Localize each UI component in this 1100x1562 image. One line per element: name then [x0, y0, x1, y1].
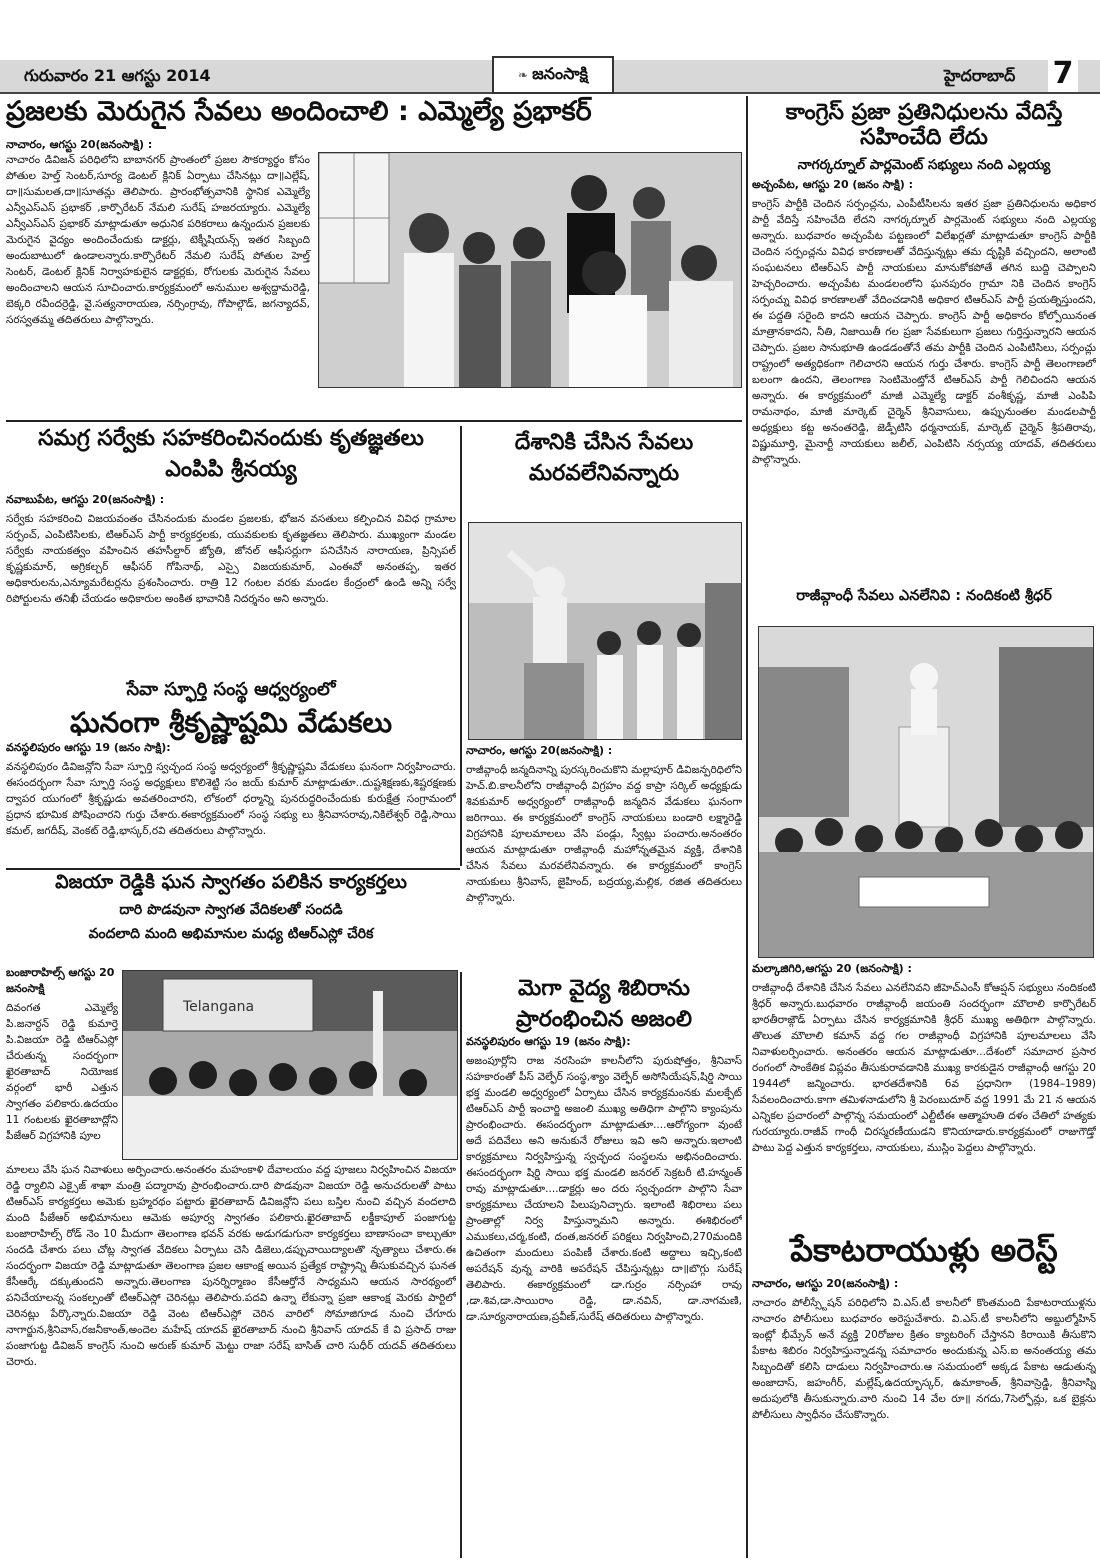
- edition-city: హైదరాబాద్: [944, 66, 1016, 85]
- story-dateline: వనస్థలిపురం ఆగస్టు 19 (జనం సాక్షి):: [6, 740, 171, 754]
- story-headline-line2: ప్రారంభించిన అజంలి: [516, 1007, 692, 1033]
- story-rajiv-services: [466, 430, 742, 516]
- story-subhead-1: దారి పొడవునా స్వాగత వేదికలతో సందడి: [119, 901, 343, 918]
- story-body: నాచారం డివిజన్ పరిధిలోని బాబానగర్ ప్రాంతంలో ప్రజల సౌకర్యార్థం కోసం పోతుల హెల్త్ సెంటర్,సూర్య డెంటల్ క్లినిక్ ఏర్పాటు చేసినట్లు దా॥ఎల్లేష్, దా॥సుమలత,దా॥సూతన్లు తెలిపారు. ప్రారంభోత్సవానికి స్థానిక ఎమ్మెల్యే ఎన్వీఎస్ఎస్ ప్రభాకర్ ,కార్పొరేటర్ నేమలి సురేష్ హజరయ్యారు. ఎమ్మెల్యే ఎన్వీఎస్ఎస్ ప్రభాకర్ మాట్లాడుతూ అధునిక పరికరాలు ఉన్నందున ప్రజలకు మెరుగైన వైద్యం అందించేందుకు డాక్టర్లు, టెక్నీషియన్స్ ఇతర సిబ్బంది అందుబాటులో ఉండాలన్నారు.కార్పొరేటర్ నేమలి సురేష్ పోతుల హెల్త్ సెంటర్, డెంటల్ క్లినిక్ నిర్వాహకులైన డాక్టర్లకు, రోగులకు మెరుగైన సేవలు అందించాలని ఆయన సూచించారు.కార్యక్రమంలో అనుముల అశ్వద్దామరెడ్డి, బెక్కరి రవీందర్రెడ్డి, వై.సత్యనారాయణ, నర్సింగ్రావు, గోపాల్గౌడ్, జగన్యాదవ్, సరస్వతమ్మ తదితరులు పాల్గొన్నారు.: [6, 154, 310, 326]
- story-dateline: నవాబుపేట, ఆగస్టు 20(జనంసాక్షి) :: [6, 492, 165, 506]
- story-headline-line2: ఎంపిపి శ్రీనయ్య: [165, 457, 297, 483]
- story-vijaya-reddy: [6, 872, 456, 962]
- people-at-clinic-image: [319, 153, 741, 387]
- story-dateline: అచ్చంపేట, ఆగస్టు 20 (జనం సాక్షి) :: [752, 177, 913, 191]
- story-body: రాజీవ్గాంధీ దేశానికి చేసిన సేవలు ఎనలేనివని జీహెచ్ఎంసీ కోఆప్షన్ సభ్యులు నందికంటి శ్రీధర్ అన్నారు.బుధవారం రాజీవ్గాంధీ జయంతి సందర్భంగా మౌలాలి కార్పొరేటర్ భారతీరాజ్గౌడ్ ఏర్పాటు చేసిన కార్యక్రమానికి శ్రీధర్ ముఖ్య అతిథిగా పాల్గొన్నారు. తొలుత మౌలాలి కమాన్ వద్ద గల రాజీవ్గాంధీ విగ్రహానికి పూలమాలలు వేసి నివాళులర్పించారు. అనంతరం ఆయన మాట్లాడుతూ...దేశంలో సమాచార ప్రసార రంగంలో సాంకేతిక విప్లవం తీసుకురావడానికి ముఖ్య కారకుడైన రాజీవ్గాంధీ ఆగస్టు 20 1944లో జన్మించారు. భారతదేశానికి 6వ ప్రధానిగా (1984–1989) సేవలందించారు.కాగా తమిళనాడులోని శ్రీ పెరంబుదూర్ వద్ద 1991 మే 21 న ఆయన ఎన్నికల ప్రచారంలో పాల్గొన్న సమయంలో ఎల్టీటీఈ ఆత్మాహుతి దళం చేతిలో హత్యకు గురయ్యారు.రాజీవ్ గాంధీ చిరస్మరణీయుడని కొనియాడారు.కార్యక్రమంలో రాజుగౌడ్తో పాటు పెద్ద ఎత్తున కార్యకర్తలు, నాయకులు, ముస్లిం పెద్దలు పాల్గొన్నారు.: [752, 982, 1096, 1154]
- story-headline: విజయా రెడ్డికి ఘన స్వాగతం పలికిన కార్యకర్తలు: [55, 872, 407, 893]
- page-number: 7: [1048, 56, 1078, 92]
- newspaper-logo: [492, 56, 614, 94]
- story-body: నాచారం పోలీస్స్టేషన్ పరిధిలోని వి.ఎస్.టీ కాలనీలో కొంతమంది పేకాటరాయుళ్లను నాచారం పోలీసులు బుధవారం అరెస్టుచేశారు. వి.ఎస్.టీ కాలనీలోని అబ్దుల్మోహిన్ ఇంట్లో భీమ్సేన్ అనే వ్యక్తి 20రోజుల క్రితం క్యాటరింగ్ చేస్తానని కిరాయికి తీసుకొని పేకాట శిబిరం నిర్వహిస్తున్నాడన్న సమాచారం అందుకున్న ఎస్.ఐ అనంతయ్య తమ సిబ్బందితో కలిసి దాడులు నిర్వహించారు.ఆ సమయంలో అక్కడ పేకాట ఆడుతున్న అంజాదాస్, జహంగీర్, మల్లేష్,ఉదయ్భాస్కర్, ఉమాకాంత్, శ్రీనివాస్రెడ్డి, శ్రీనివాస్ని అదుపులోకి తీసుకున్నారు.వారి నుంచి 14 వేల రూ॥ నగదు,7సెల్ఫోన్లు, ఒక బైక్లను పోలీసులు స్వాధీనం చేసుకొన్నారు.: [752, 1296, 1096, 1421]
- clinic-inauguration-photo: [318, 152, 742, 388]
- issue-date: గురువారం 21 ఆగస్టు 2014: [24, 66, 211, 85]
- column-divider: [460, 426, 462, 866]
- story-congress-representatives: [752, 100, 1096, 584]
- story-body: రాజీవ్గాంధీ జన్మదినాన్ని పురస్కరించుకొని మల్లాపూర్ డివిజన్పరిధిలోని హెచ్.బి.కాలనీలోని రాజీవ్గాంధీ విగ్రహం వద్ద కాప్రా సర్కిల్ అధ్యక్షుడు శివకుమార్ అధ్వర్యంలో రాజీవ్గాంధీ జన్మదిన వేడుకలు ఘనంగా జరిగాయి. ఈ కార్యక్రమంలో కాంగ్రెస్ నాయకులు బండారి లక్ష్మారెడ్డి విగ్రహానికి పూలమాలలు వేసి పండ్లు, స్వీట్లు పంచారు.అనంతరం ఆయన మాట్లాడుతూ రాజీవ్గాంధీ మహోన్నతమైన వ్యక్తి, దేశానికి చేసిన సేవలు మరవలేనివన్నారు. ఈ కార్యక్రమంలో కాంగ్రెస్ నాయకులు శ్రీనివాస్, జైహింద్, బద్రయ్య,మల్లిక, రజిత తదితరులు పాల్గొన్నారు.: [466, 764, 742, 904]
- story-headline: కాంగ్రెస్ ప్రజా ప్రతినిధులను వేదిస్తే సహించేది లేదు: [785, 100, 1063, 151]
- banner-text: Telangana: [183, 999, 255, 1015]
- logo-emblem-icon: ❧: [518, 68, 529, 82]
- story-body: సర్వేకు సహకరించి విజయవంతం చేసినందుకు మండల ప్రజలకు, భోజన వసతులు కల్పించిన వివిధ గ్రామాల సర్పంచ్, ఎంపిటిసిలకు, టిఆర్ఎస్ పార్టీ కార్యకర్తలకు, యువకులకు కృతజ్ఞతలు తెలిపారు. ముఖ్యంగా మండల సర్వేకు నాయకత్వం వహించిన తహసీల్దార్ జ్యోతి, జోనల్ ఆఫీసర్లుగా పనిచేసిన నారాయణ, ప్రిన్సిపల్ కృష్ణకుమార్, అగ్రికల్చర్ ఆఫీసర్ గోపినాథ్, ఎస్సై విజయకుమార్, ఎంఈవో అనంతప్ప, ఇతర అధికారులను,ఎన్యూమరేటర్లను ప్రశంసించారు. రాత్రి 12 గంటల వరకు మండల కేంద్రంలో ఉండి అన్ని సర్వే రిపోర్టులను తనిఖీ చేయడం అధికారుల అంకిత భావానికి నిదర్శనం అని అన్నారు.: [6, 512, 456, 605]
- rally-crowd-image: [123, 971, 457, 1159]
- story-dateline: బంజారాహిల్స్ ఆగస్టు 20 జనంసాక్షి: [6, 966, 115, 995]
- story-headline: పేకాటరాయుళ్లు అరెస్ట్: [790, 1232, 1058, 1269]
- story-dateline: మల్కాజిగిరి,ఆగస్టు 20 (జనంసాక్షి) :: [752, 962, 912, 975]
- story-gamblers-arrest: [752, 1232, 1096, 1558]
- section-divider: [6, 420, 742, 422]
- story-subhead: నాగర్కర్నూల్ పార్లమెంట్ సభ్యులు నంది ఎల్లయ్య: [797, 156, 1051, 173]
- story-vijaya-reddy-text: [6, 1162, 456, 1558]
- story-dateline: నాచారం, ఆగస్టు 20(జనంసాక్షి) :: [6, 138, 153, 151]
- story-body: కాంగ్రెస్ పార్టీకి చెందిన సర్పంచ్లను, ఎంపీటీసిలను ఇతర ప్రజా ప్రతినిధులను అధికార పార్టీ వేదిస్తే సహించేది లేదని నాగర్కర్నూల్ పార్లమెంట్ సభ్యులు నంది ఎల్లయ్య అన్నారు. బుధవారం అచ్చంపేట పట్టణంలో విలేఖర్లతో మాట్లాడుతూ కాంగ్రెస్ పార్టీకి చెందిన సర్పంచ్లను వివిధ కారణాలతో వేదిస్తున్నట్లు తమ దృష్టికి వచ్చిందని, అలాంటి సంఘటనలు టిఆర్ఎస్ పార్టీ నాయకులు మానుకోకపోతే తగిన బుద్ది చెప్పాలని హెచ్చరించారు. అచ్చంపేట మండలంలోని ఘనపురం గ్రామా నికి చెందిన కాంగ్రెస్ సర్పంచ్ను వివిధ కారణాలతో వేదించడానికి అధికార టిఆర్ఎస్ పార్టీ ప్రయత్నిస్తుందని, ఈ పద్దతి సరైంది కాదని ఆయన చెప్పారు. కాంగ్రెస్ పార్టీ అధికారం కోల్పోయినంత మాత్రానకాదని, నీతి, నిజాయితీ గల ప్రజా సేవకులుగా ప్రజలు గుర్తిస్తున్నారని ఆయన చెప్పారు. ప్రజల సానుభూతి ఉండడంతోనే తమ పార్టీకి చెందిన ఎంపిటిసిలు, సర్పంచ్లు రాష్ట్రంలో అత్యధికంగా గెలిచారని ఆయన గుర్తు చేశారు. కాంగ్రెస్ పార్టీ తెలంగాణలో బలంగా ఉందని, తెలంగాణ సెంటిమెంట్తోనే టిఆర్ఎస్ పార్టీ గెలిచిందని ఆయన అన్నారు. ఈ కార్యక్రమంలో మాజీ ఎమ్మెల్యే డాక్టర్ వంశీకృష్ణ, మాజీ ఎంపిపి రామనాథం, మాజీ మార్కెట్ చైర్మెన్ శ్రీనివాసులు, ఉప్పునుంతల మండలపార్టీ అధ్యక్షులు కట్ట అనంతరెడ్డి, జెడ్పీటిసి ధర్మనాయక్, మార్కెట్ చైర్మెన్ శ్రీపతిరావు, విష్ణుమూర్తి, మైనార్టీ నాయకులు జలీల్, ఎంపిటిసి నర్సయ్య యాదవ్, తదితరులు పాల్గొన్నారు.: [752, 197, 1096, 466]
- crowd-at-statue-image: [759, 627, 1093, 957]
- story-subhead-2: వందలాది మంది అభిమానుల మధ్య టిఆర్ఎస్లో చేరిక: [88, 925, 374, 942]
- section-divider: [6, 868, 460, 870]
- story-body: అజంపూర్లోని రాజ నరసింహ కాలనీలోని పురుషోత్తం, శ్రీనివాస్ సహకారంతో పీస్ వెల్ఫేర్ సంస్థ,శ్యాం వెల్ఫేర్ అసోసియేషన్,షిర్డి సాయి భక్త మండలి అధ్వర్యంలో ఏర్పాటు చేసిన కార్యక్రమంనకు మలక్పేట్ టిఆర్ఎస్ పార్టీ ఇంచార్జి అజంలి ముఖ్య అతిధిగా పాల్గొని క్యాంపును ప్రారంభించారు. ఈసందర్భంగా మాట్లాడుతూ....ఆరోగ్యంగా వుంటే అదే పదివేలు అని అనుకునే రోజులు ఇవి అని అన్నారు.ఇలాంటి కార్యక్రమాలు నిర్వహిస్తున్న స్వచ్ఛంద సంస్థలను అభినందించారు. ఈసందర్భంగా షిర్డి సాయి భక్త మండలి జనరల్ సెక్రటరీ టి.హన్మంత్ రావు మాట్లాడుతూ....డాక్టర్లు అం దరు స్వచ్ఛందగా పాల్గొని సేవా కార్యక్రమాలు చేయాలని పిలుపునిచ్చారు. ఇలాంటి శిభిరాలు పలు ప్రాంతాల్లో నిర్వ హిస్తున్నామని అన్నారు. ఈశిభిరంలో ఎముకలు,చర్మ,కంటి, దంత,జనరల్ పరిక్షలు నిర్వహించి,270మందికి ఉచితంగా మందులు పంపిణీ చేశారు.కంటి అద్దాలు ఇచ్చి,కంటి అపరేషన్ వున్న వారికి అపరేషన్ చేపిస్తున్నట్లు దా॥బొగ్గు సురేష్ తెలిపారు. ఈకార్యక్రమంలో డా.గుర్రం నర్సింహా రావు ,డా.శివ,డా.సాయిరాం రెడ్డి, డా.నవిన్, డా.నాగమణి, డా.సూర్యనారాయణ,ప్రవీణ్,సురేష్ తదితరులు పాల్గొన్నారు.: [466, 1054, 742, 1323]
- column-divider: [746, 96, 748, 1558]
- column-divider: [460, 972, 462, 1558]
- rally-photo: [122, 970, 458, 1160]
- story-headline: ఘనంగా శ్రీకృష్ణాష్టమి వేడుకలు: [69, 705, 393, 739]
- story-dateline: నాచారం, ఆగస్టు 20(జనంసాక్షి) :: [752, 1276, 899, 1290]
- story-vijaya-reddy-side: [6, 964, 118, 1160]
- story-headline-line1: మెగా వైద్య శిబిరాను: [517, 976, 690, 1001]
- story-headline-line1: సమగ్ర సర్వేకు సహకరించినందుకు కృతజ్ఞతలు: [38, 426, 424, 451]
- story-headline: ప్రజలకు మెరుగైన సేవలు అందించాలి : ఎమ్మెల్యే ప్రభాకర్: [6, 96, 592, 127]
- masthead: [0, 52, 1100, 94]
- story-krishnashtami: [6, 680, 456, 866]
- story-headline: రాజీవ్గాంధీ సేవలు ఎనలేనివి : నందికంటి శ్రీధర్: [796, 588, 1052, 604]
- statue-and-leaders-image: [469, 523, 741, 739]
- story-rajiv-sridhar-text: [752, 960, 1096, 1230]
- story-rajiv-services-text: [466, 742, 742, 970]
- story-dateline: నాచారం, ఆగస్టు 20(జనంసాక్షి) :: [466, 744, 613, 757]
- story-dateline: వనస్థలిపురం ఆగస్టు 19 (జనం సాక్షి):: [466, 1034, 631, 1048]
- story-kicker: సేవా స్ఫూర్తి సంస్థ ఆధ్వర్యంలో: [126, 680, 336, 700]
- story-survey-thanks: [6, 426, 456, 676]
- logo-text: జనంసాక్షి: [532, 63, 588, 83]
- story-body: మాలలు వేసి ఘన నివాళులు అర్పించారు.అనంతరం మహంకాళి దేవాలయం వద్ద పూజలు నిర్వహించిన విజయా రెడ్డి ర్యాలిని ఎక్సైజ్ శాఖా మంత్రి పద్మారావు ప్రారంభించారు.దారి పొడవునా విజయా రెడ్డి అనుచరులతో పాటు టిఆర్ఎస్ కార్యకర్తలు అమెకు బ్రహ్మరథం పట్టారు ఖైరతాబాద్ డివిజన్లోని పలు బస్తిల నుంచి వచ్చిన వందలాది మంది పీజేఆర్ అభిమానులు ఆమెకు అపూర్వ స్వాగతం పలికారు.ఖైరతాబాద్ లక్డీకాపూల్ పంజాగుట్ట బంజారాహిల్స్ రోడ్ నెం 10 మీదుగా తెలంగాణ భవన్ వరకు అడుగడుగునా కార్యకర్తలు బాణాసంచా కాల్చుతూ సందడి చేశారు పలు చోట్ల స్వాగత వేదికలు ఏర్పాటు చెసి డిజెలు,డప్పువాయిద్యాలతొ నృత్యాలు చేశారు.ఈ సందర్భంగా విజయా రెడ్డి మాట్లాడుతూ తెలంగాణ ప్రజల ఆకాంక్ష అయిన ప్రత్యేక రాష్ట్రాన్ని తీసుకువచ్చిన ఘనత కేసీఆర్కే దక్కుతుందని అన్నారు.తెలంగాణ పునర్నిర్మాణం కేసీఆర్తోనే సాధ్యమని ఆయన సారథ్యంలో పనిచేయాలన్న సంకల్పంతో టిఆర్ఎస్లో చెరినట్లు తెలిపారు.పదవి ఉన్నా లేకున్నా ప్రజా ఆకాంక్ష మెరకు పార్టిలో చెరినట్లు పేర్కొన్నారు.విజయా రెడ్డి వెంట టిఆర్ఎస్లో చెరిన వారిలో సోమాజిగూడ నుంచి చేగూరు నాగార్జున,శ్రీనివాస్,రజనీకాంత్,అందెల మహేష్ యాదవ్ ఖైరతాబాద్ నుంచి శ్రీనివాస్ యాదవ్ కే వి ప్రసాద్ రాజు పంజాగుట్ట డివిజన్ కాంగ్రెస్ నుంచి అరుణ్ కుమార్ మెట్టు రాజా సరేష్ బాసిత్ చారి సుధీర్ యదవ్ తదితరులు చెరారు.: [6, 1164, 456, 1368]
- statue-garlanding-photo: [758, 626, 1094, 958]
- story-medical-camp: [466, 976, 742, 1558]
- story-headline-line2: మరవలేనివన్నారు: [528, 461, 680, 487]
- story-body-side: దివంగత ఎమ్మెల్యే పి.జనార్దన్ రెడ్డి కుమార్తె పి.విజయా రెడ్డి టిఆర్ఎస్లో చేరుతున్న సందర్భంగా ఖైరతాబాద్ నియోజక వర్గంలో భారీ ఎత్తున స్వాగతం పలికారు.ఉదయం 11 గంటలకు ఖైరతాబాద్లోని పీజేఆర్ విగ్రహానికి పూల: [6, 1002, 118, 1142]
- story-headline-line1: దేశానికి చేసిన సేవలు: [514, 430, 694, 455]
- story-body: వనస్థలిపురం డివిజన్లోని సేవా స్ఫూర్తి స్వచ్ఛంద సంస్థ అధ్వర్యంలో శ్రీకృష్ణాష్టమి వేడుకలు ఘనంగా నిర్వహించారు. ఈసందర్భంగా సేవా స్ఫూర్తి సంస్థ అధ్యక్షులు కొలిశెట్టి సం జయ్ కుమార్ మాట్లాడుతూ..దుష్టశిక్షణకు,శిష్టరక్షణకు ద్వాపర యుగంలో శ్రీకృష్ణుడు అవతరించారని, లోకంలో ధర్మాన్ని పునరుద్ధరించేందుకు కురుక్షేత్ర సంగ్రామంలో ప్రధాన భూమిక పోషించారని గుర్తు చేశారు.ఈకార్యక్రమంలో సంస్థ సభ్యు లు శ్రీనివాసరావు,నికిలేశ్వర్ రెడ్డి,సాయి కమల్, జగదీష్, వెంకట్ రెడ్డి,భాస్కర్,రవి తదితరులు పాల్గొన్నారు.: [6, 760, 456, 837]
- rajiv-statue-photo: [468, 522, 742, 740]
